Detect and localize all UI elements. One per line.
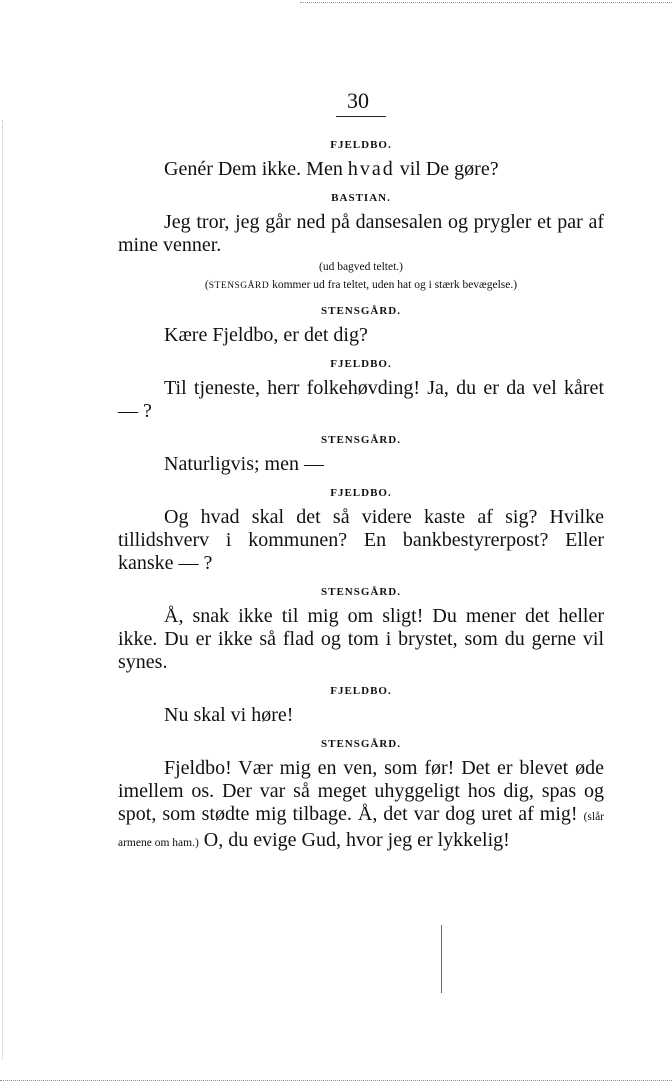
play-text [118,128,604,855]
speech-line: Og hvad skal det så videre kaste af sig? Hvilke tillidshverv i kommunen? En bankbestyrerpost? Eller kanske — ? [118,506,604,574]
speech-line [118,757,604,855]
speech-line: Jeg tror, jeg går ned på dansesalen og prygler et par af mine venner. [118,211,604,256]
speaker-name: STENSGÅRD. [321,305,401,317]
page-edge-top [300,2,672,3]
stage-direction: (ud bagved teltet.) [319,261,403,273]
emphasized-word: hvad [347,158,395,180]
margin-mark [441,925,442,993]
speech-text: O, du evige Gud, hvor jeg er lykkelig! [198,829,510,851]
character-name-smallcaps: STENSGÅRD [208,281,270,291]
speech-line: Kære Fjeldbo, er det dig? [164,324,368,346]
direction-paren: ( [204,279,209,291]
page-number-rule [336,116,386,117]
speech-text: Fjeldbo! Vær mig en ven, som før! Det er blevet øde imellem os. Der var så meget uhyggeligt hos dig, spas og spot, som stødte mig tilbage. Å, det var dog uret af mig! [118,757,604,825]
speaker-name: BASTIAN. [331,192,391,204]
speaker-name: FJELDBO. [330,139,392,151]
page-edge-bottom [0,1080,672,1081]
speaker-name: STENSGÅRD. [321,738,401,750]
direction-text: kommer ud fra teltet, uden hat og i stærk bevægelse.) [269,279,518,291]
speech-text: Genér Dem ikke. Men [164,158,348,180]
speaker-name: FJELDBO. [330,358,392,370]
speaker-name: STENSGÅRD. [321,434,401,446]
page-edge-left [2,120,3,1060]
speech-line: Naturligvis; men — [164,453,324,475]
speech-text: vil De gøre? [394,158,499,180]
speech-line: Nu skal vi høre! [164,704,294,726]
stage-direction [118,277,604,294]
speaker-name: STENSGÅRD. [321,586,401,598]
speech-line: Å, snak ikke til mig om sligt! Du mener det heller ikke. Du er ikke så flad og tom i brystet, som du gerne vil synes. [118,605,604,673]
speaker-name: FJELDBO. [330,487,392,499]
page-number: 30 [347,88,369,113]
speech-line: Til tjeneste, herr folkehøvding! Ja, du er da vel kåret — ? [118,377,604,422]
speaker-name: FJELDBO. [330,685,392,697]
speech-line [118,158,604,181]
inline-stage-direction: (slår armene om ham.) [118,811,604,849]
